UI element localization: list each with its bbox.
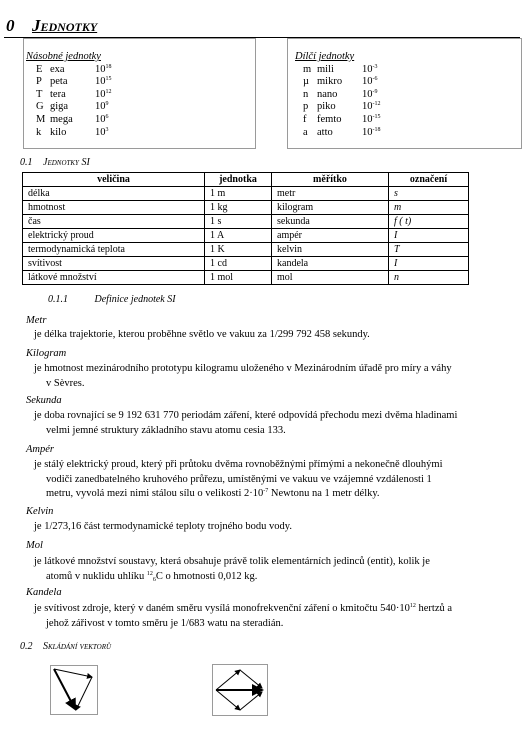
definition-line — [34, 487, 520, 502]
exponent: 12 — [409, 603, 416, 609]
prefix-name: tera — [50, 88, 66, 100]
factor-exponent: -12 — [372, 101, 381, 108]
factor-base: 10 — [95, 101, 106, 113]
si-table-cell: čas — [23, 215, 205, 229]
table-row — [23, 257, 469, 271]
definition-line: velmi jemné struktury základního stavu atomu cesia 133. — [46, 424, 286, 436]
si-table-cell: 1 mol — [205, 271, 272, 285]
term-mol: Mol — [26, 540, 43, 551]
definition-text: atomů v nuklidu uhlíku — [46, 570, 147, 582]
factor-exponent: 18 — [105, 63, 112, 70]
vector-a-arrow — [216, 670, 240, 690]
section-si-heading — [20, 157, 90, 168]
fractions-title: Dílčí jednotky — [295, 51, 355, 62]
definition-line: v Sèvres. — [46, 377, 85, 389]
subsection-number: 0.1.1 — [48, 294, 68, 305]
prefix-symbol: k — [36, 126, 42, 138]
definition-line: je doba rovnající se 9 192 631 770 periodám záření, které odpovídá přechodu mezi dvěma hladinami — [34, 410, 458, 421]
factor-exponent: 15 — [105, 76, 112, 83]
vector-a-arrow — [54, 669, 92, 677]
si-table-cell: sekunda — [272, 215, 389, 229]
term-metr: Metr — [26, 315, 47, 326]
unit-prefix-row — [303, 64, 422, 77]
si-table-cell: 1 A — [205, 229, 272, 243]
factor-exponent: 6 — [105, 113, 109, 120]
prefix-name: femto — [317, 113, 342, 125]
definition-mol — [34, 555, 520, 584]
section-si-number: 0.1 — [20, 157, 33, 168]
factor-base: 10 — [362, 113, 373, 125]
prefix-name: exa — [50, 63, 65, 75]
vector-b-arrow — [76, 677, 92, 710]
section-vectors-number: 0.2 — [20, 641, 33, 652]
definition-text: metru, vyvolá mezi nimi stálou sílu o velikosti 2·10 — [46, 488, 264, 499]
unit-prefix-row — [303, 76, 422, 89]
factor-base: 10 — [95, 63, 106, 75]
definition-text: hertzů a — [415, 603, 453, 614]
si-table-header — [23, 173, 469, 187]
prefix-symbol: E — [36, 63, 43, 75]
term-kandela: Kandela — [26, 587, 62, 598]
prefix-name: nano — [317, 88, 338, 100]
prefix-factor — [95, 89, 155, 102]
vector-sum-figure-triangle — [50, 665, 98, 715]
si-column-header: měřítko — [272, 173, 389, 187]
factor-exponent: -15 — [372, 113, 381, 120]
si-units-table — [22, 172, 469, 285]
factor-base: 10 — [362, 76, 373, 88]
prefix-name: piko — [317, 101, 336, 113]
definition-line: je délka trajektorie, kterou proběhne světlo ve vakuu za 1/299 792 458 sekundy. — [34, 329, 370, 340]
prefix-factor — [362, 64, 422, 77]
factor-base: 10 — [362, 101, 373, 113]
definition-line — [34, 602, 520, 617]
unit-prefix-row — [303, 101, 422, 114]
definition-kilogram — [34, 362, 520, 391]
prefix-factor — [95, 76, 155, 89]
factor-exponent: -3 — [372, 63, 378, 70]
definition-line: je látkové množství soustavy, která obsahuje právě tolik elementárních jedinců (entit), kolik je — [34, 556, 430, 567]
unit-prefix-row — [36, 89, 155, 102]
prefix-name: mili — [317, 63, 334, 75]
si-table-cell: svítivost — [23, 257, 205, 271]
prefix-factor — [95, 64, 155, 77]
vector-b-arrow — [240, 670, 262, 688]
prefix-symbol: T — [36, 88, 43, 100]
factor-exponent: -18 — [372, 126, 381, 133]
unit-prefix-row — [303, 89, 422, 102]
vector-sum-figure-parallelogram — [212, 664, 268, 716]
factor-exponent: 3 — [105, 126, 109, 133]
prefix-factor — [95, 127, 155, 140]
vector-c-arrow — [216, 690, 240, 710]
si-column-header: jednotka — [205, 173, 272, 187]
prefix-symbol: p — [303, 101, 309, 113]
prefix-factor — [95, 101, 155, 114]
prefix-symbol: f — [303, 113, 307, 125]
definition-line — [34, 570, 520, 585]
prefix-symbol: M — [36, 113, 46, 125]
factor-base: 10 — [362, 126, 373, 138]
prefix-name: giga — [50, 101, 69, 113]
prefix-factor — [362, 76, 422, 89]
subsection-heading — [48, 294, 176, 305]
si-table-cell: f ( t) — [389, 215, 469, 229]
prefix-symbol: m — [303, 63, 312, 75]
unit-prefix-row — [36, 114, 155, 127]
fractions-box — [295, 51, 422, 139]
prefix-name: peta — [50, 76, 68, 88]
unit-prefix-row — [303, 114, 422, 127]
definition-line: je stálý elektrický proud, který při průtoku dvěma rovnoběžnými přímými a nekonečně dlouhými — [34, 459, 443, 470]
vector-d-arrow — [240, 692, 262, 710]
section-vectors-heading — [20, 641, 111, 652]
factor-base: 10 — [362, 88, 373, 100]
definition-kandela — [34, 602, 520, 631]
si-table-cell: I — [389, 229, 469, 243]
si-table-cell: T — [389, 243, 469, 257]
unit-prefix-row — [36, 64, 155, 77]
table-row — [23, 243, 469, 257]
prefix-factor — [362, 101, 422, 114]
subsection-title: Definice jednotek SI — [94, 294, 176, 305]
si-table-cell: s — [389, 187, 469, 201]
prefix-factor — [362, 114, 422, 127]
si-table-cell: hmotnost — [23, 201, 205, 215]
prefix-name: kilo — [50, 126, 67, 138]
si-table-cell: 1 s — [205, 215, 272, 229]
si-table-cell: metr — [272, 187, 389, 201]
si-table-cell: m — [389, 201, 469, 215]
si-table-cell: I — [389, 257, 469, 271]
si-table-cell: látkové množství — [23, 271, 205, 285]
prefix-symbol: G — [36, 101, 44, 113]
definition-line: jehož zářivost v tomto směru je 1/683 watu na steradián. — [46, 617, 284, 629]
factor-exponent: -9 — [372, 88, 378, 95]
factor-base: 10 — [95, 126, 106, 138]
definition-metr — [34, 328, 520, 343]
definition-sekunda — [34, 409, 520, 438]
factor-base: 10 — [95, 113, 106, 125]
si-table-body — [23, 187, 469, 285]
table-row — [23, 229, 469, 243]
si-table-cell: 1 cd — [205, 257, 272, 271]
chapter-title: Jednotky — [32, 16, 98, 35]
prefix-name: mikro — [317, 76, 343, 88]
term-amper: Ampér — [26, 444, 54, 455]
si-table-cell: elektrický proud — [23, 229, 205, 243]
prefix-symbol: P — [36, 76, 42, 88]
si-table-cell: kandela — [272, 257, 389, 271]
table-row — [23, 271, 469, 285]
unit-prefix-row — [36, 101, 155, 114]
si-table-cell: termodynamická teplota — [23, 243, 205, 257]
definition-line: je hmotnost mezinárodního prototypu kilogramu uloženého v Mezinárodním úřadě pro míry a váhy — [34, 363, 452, 374]
multiples-title: Násobné jednotky — [26, 51, 101, 62]
term-kelvin: Kelvin — [26, 506, 54, 517]
unit-prefix-row — [36, 127, 155, 140]
si-table-cell: kelvin — [272, 243, 389, 257]
factor-exponent: -6 — [372, 76, 378, 83]
factor-base: 10 — [95, 88, 106, 100]
definition-text: C o hmotnosti 0,012 kg. — [155, 570, 258, 582]
definition-kelvin — [34, 520, 520, 535]
multiples-list — [36, 64, 155, 140]
section-vectors-title: Skládání vektorů — [43, 641, 112, 652]
factor-base: 10 — [362, 63, 373, 75]
table-row — [23, 215, 469, 229]
prefix-factor — [362, 127, 422, 140]
si-column-header: označení — [389, 173, 469, 187]
vector-result-arrow — [54, 669, 75, 709]
si-table-cell: n — [389, 271, 469, 285]
factor-exponent: 9 — [105, 101, 109, 108]
si-table-cell: délka — [23, 187, 205, 201]
prefix-factor — [95, 114, 155, 127]
unit-prefix-row — [303, 127, 422, 140]
si-table-cell: 1 K — [205, 243, 272, 257]
term-kilogram: Kilogram — [26, 348, 67, 359]
si-table-cell: 1 m — [205, 187, 272, 201]
definition-text: je svítivost zdroje, který v daném směru vysílá monofrekvenční záření o kmitočtu 540·10 — [34, 603, 410, 614]
chapter-number: 0 — [6, 16, 15, 35]
prefix-factor — [362, 89, 422, 102]
table-row — [23, 201, 469, 215]
mass-number: 12 — [146, 570, 153, 577]
definition-line: je 1/273,16 část termodynamické teploty trojného bodu vody. — [34, 521, 292, 532]
table-row — [23, 187, 469, 201]
fractions-list — [303, 64, 422, 140]
si-table-cell: mol — [272, 271, 389, 285]
definition-text: Newtonu na 1 metr délky. — [268, 488, 380, 499]
si-table-cell: kilogram — [272, 201, 389, 215]
factor-base: 10 — [95, 76, 106, 88]
definition-line: vodiči zanedbatelného kruhového průřezu, umístěnými ve vakuu ve vzájemné vzdálenosti 1 — [46, 473, 432, 485]
atomic-number: 6 — [152, 576, 156, 583]
si-table-cell: 1 kg — [205, 201, 272, 215]
factor-exponent: 12 — [105, 88, 112, 95]
exponent: -7 — [263, 488, 269, 494]
unit-prefix-row — [36, 76, 155, 89]
si-table-cell: ampér — [272, 229, 389, 243]
si-column-header: veličina — [23, 173, 205, 187]
prefix-name: mega — [50, 113, 73, 125]
term-sekunda: Sekunda — [26, 395, 62, 406]
prefix-symbol: µ — [303, 76, 310, 88]
section-si-title: Jednotky SI — [43, 157, 90, 168]
multiples-box — [26, 51, 155, 139]
prefix-symbol: n — [303, 88, 309, 100]
prefix-name: atto — [317, 126, 333, 138]
prefix-symbol: a — [303, 126, 308, 138]
definition-amper — [34, 458, 520, 502]
